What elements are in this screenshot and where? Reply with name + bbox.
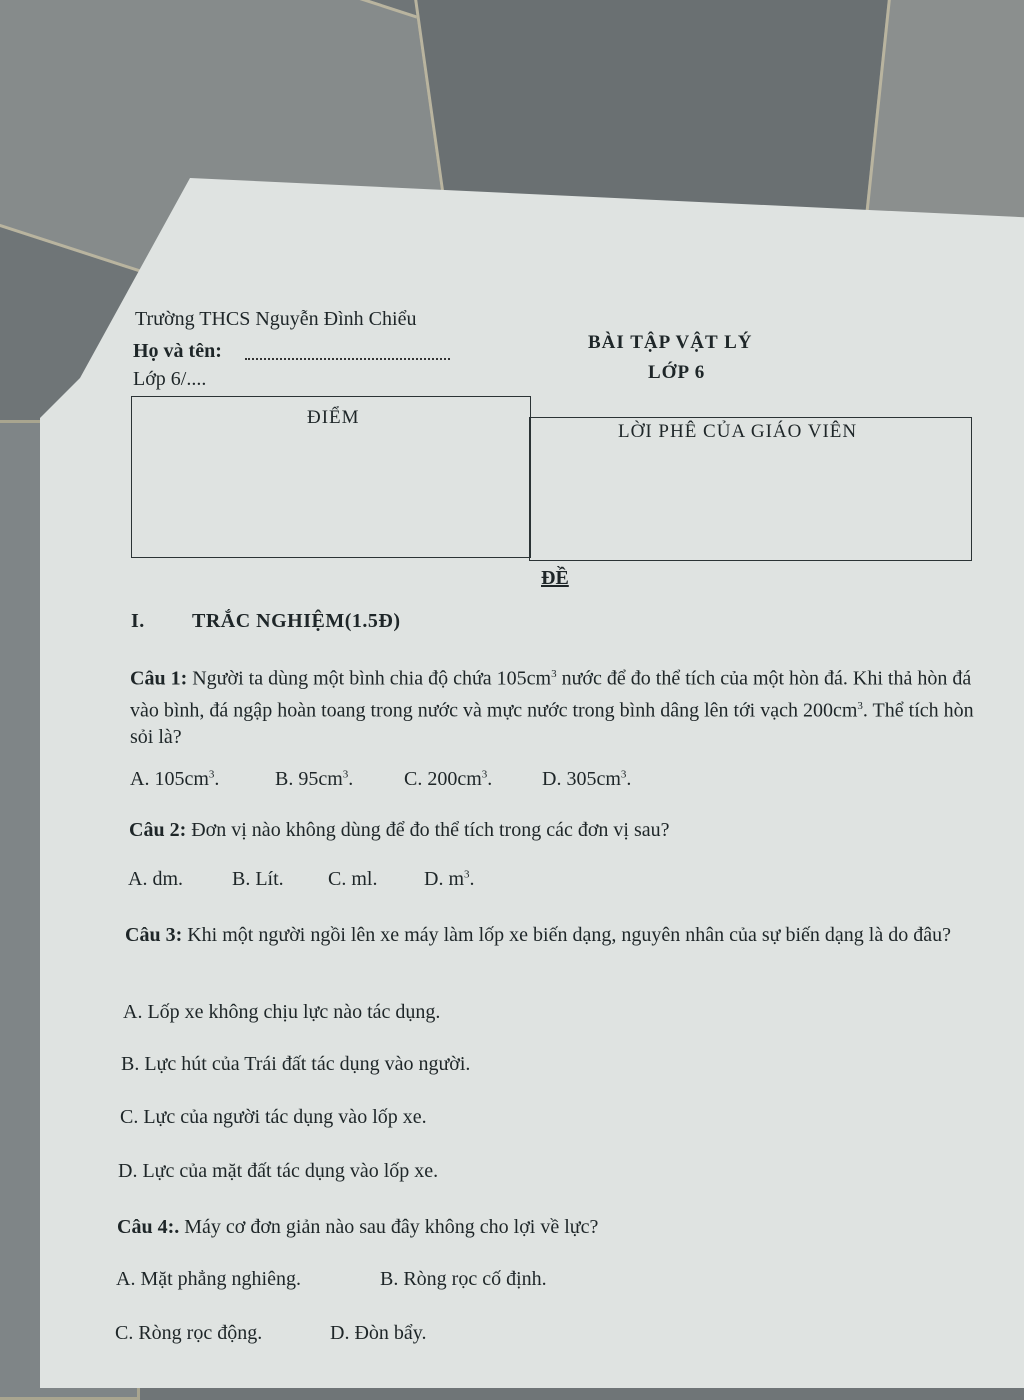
answer-option[interactable]: A. Lốp xe không chịu lực nào tác dụng. [123, 1001, 441, 1023]
question-text: Đơn vị nào không dùng để đo thể tích trong các đơn vị sau? [191, 819, 670, 841]
worksheet-title: BÀI TẬP VẬT LÝ [588, 332, 753, 353]
answer-option[interactable]: A. dm. [128, 868, 183, 890]
answer-option[interactable]: D. $m^3$. [424, 868, 475, 890]
question-text: nước để đo thể tích của một hòn đá. Khi thả hòn đá vào bình, đá ngập hoàn toang trong nước và mực nước trong bình dâng lên tới vạch 200cm [130, 667, 972, 722]
question-label: Câu 2: [129, 819, 187, 841]
question-text: . Thể tích hòn sỏi là? [130, 699, 974, 749]
answer-option[interactable]: B. $95cm^3$. [275, 768, 354, 790]
question-label: Câu 4:. [117, 1216, 180, 1238]
score-header: ĐIỂM [307, 407, 360, 428]
answer-option[interactable]: D. Lực của mặt đất tác dụng vào lốp xe. [118, 1160, 439, 1182]
name-field[interactable] [245, 358, 450, 360]
answer-option[interactable]: C. Lực của người tác dụng vào lốp xe. [120, 1106, 427, 1128]
teacher-comment-header: LỜI PHÊ CỦA GIÁO VIÊN [618, 421, 858, 442]
answer-option[interactable]: C. Ròng rọc động. [115, 1322, 263, 1344]
grade-label: LỚP 6 [648, 362, 706, 383]
answer-option[interactable]: D. $305cm^3$. [542, 768, 632, 790]
question-4 [117, 1214, 977, 1241]
question-text: Máy cơ đơn giản nào sau đây không cho lợi về lực? [184, 1216, 599, 1238]
school-name: Trường THCS Nguyễn Đình Chiểu [135, 308, 417, 330]
answer-option[interactable]: C. ml. [328, 868, 378, 890]
exam-label: ĐỀ [541, 567, 569, 589]
answer-option[interactable]: B. Lít. [232, 868, 284, 890]
question-2 [129, 817, 979, 844]
class-label: Lớp 6/.... [133, 368, 207, 390]
question-text: Khi một người ngồi lên xe máy làm lốp xe biến dạng, nguyên nhân của sự biến dạng là do đâu? [187, 924, 951, 946]
section-title: TRẮC NGHIỆM(1.5Đ) [192, 610, 401, 632]
question-text: Người ta dùng một bình chia độ chứa 105cm [192, 667, 552, 690]
answer-option[interactable]: B. Lực hút của Trái đất tác dụng vào người. [121, 1053, 471, 1075]
question-label: Câu 1: [130, 667, 188, 690]
answer-option[interactable]: C. $200cm^3$. [404, 768, 493, 790]
answer-option[interactable]: D. Đòn bẩy. [330, 1322, 427, 1344]
question-1: Câu 1: Người ta dùng một bình chia độ chứa $105cm^3$ nước để đo thể tích của một hòn đá. Khi thả hòn đá vào bình, đá ngập hoàn toang trong nước và mực nước trong bình dâng lên tới vạch $200cm^3$. Thể tích hòn sỏi là? [130, 667, 974, 749]
answer-option[interactable]: A. Mặt phẳng nghiêng. [116, 1268, 301, 1290]
question-3 [125, 920, 985, 950]
answer-option[interactable]: A. $105cm^3$. [130, 768, 220, 790]
answer-option[interactable]: B. Ròng rọc cố định. [380, 1268, 547, 1290]
name-label: Họ và tên: [133, 340, 222, 362]
question-label: Câu 3: [125, 924, 183, 946]
teacher-comment-box [529, 417, 972, 561]
section-number: I. [131, 610, 145, 632]
score-box [131, 396, 531, 558]
